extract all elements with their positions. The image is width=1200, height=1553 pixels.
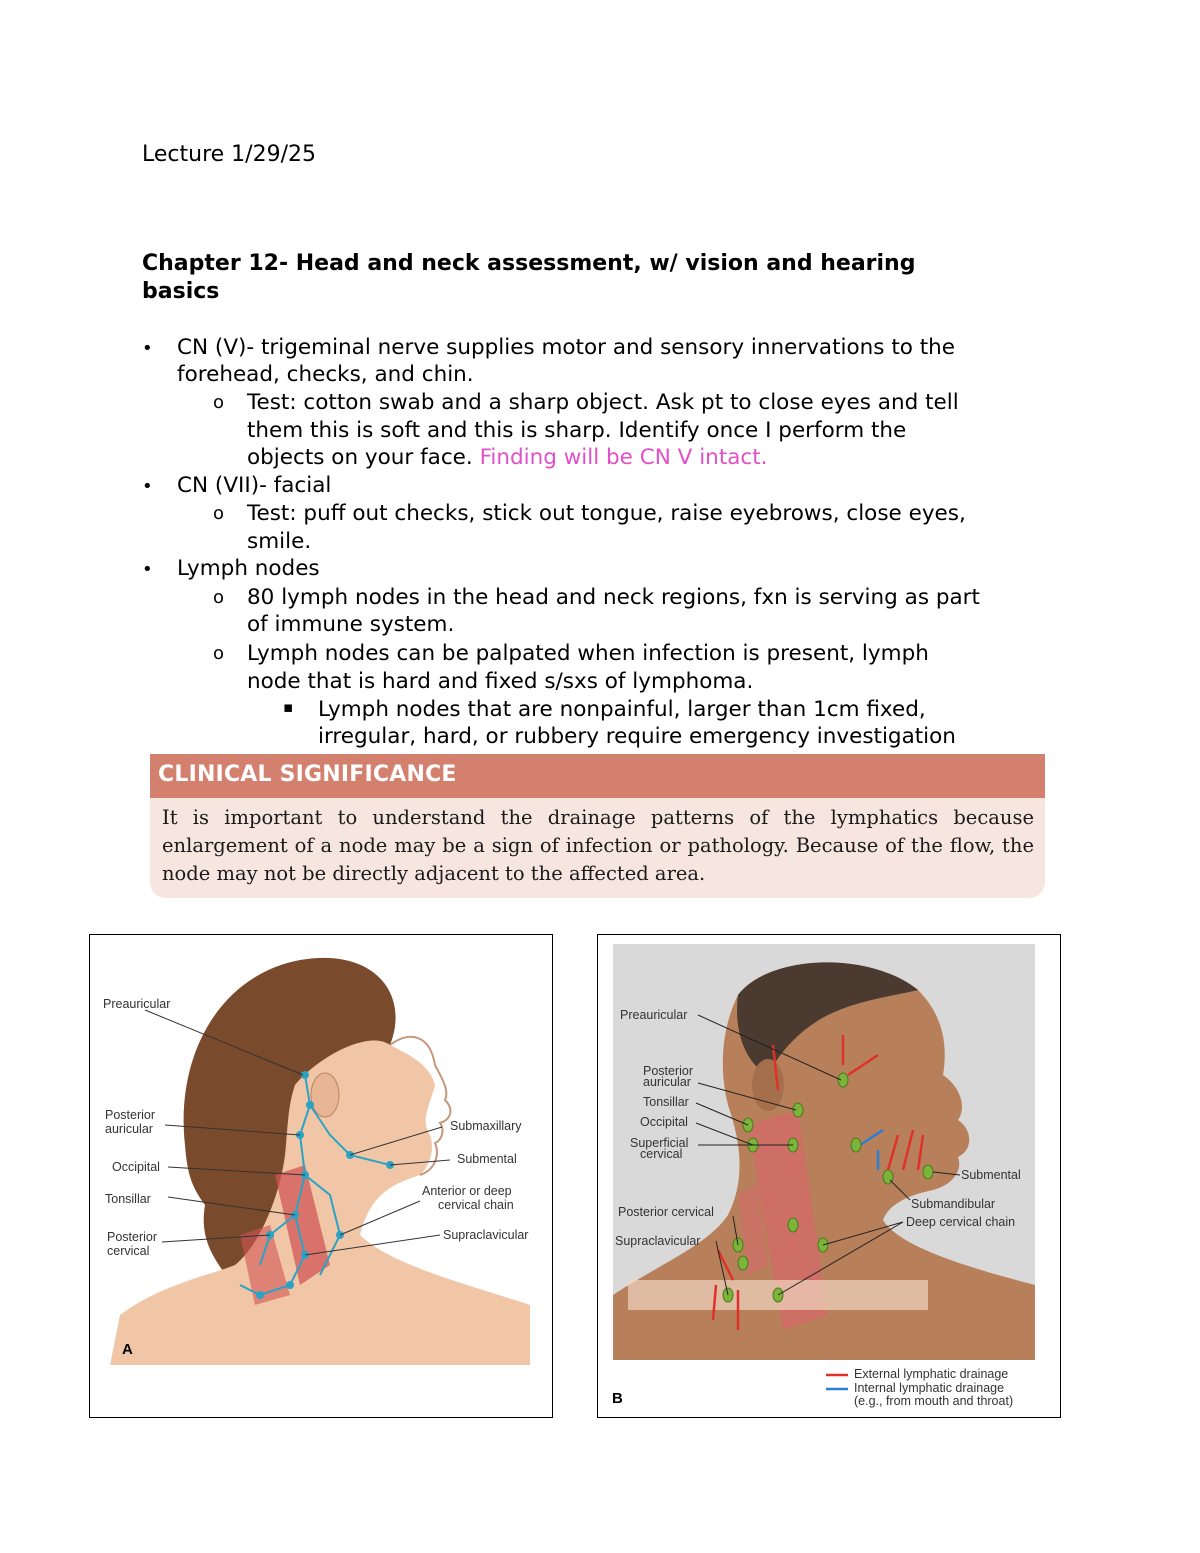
bullet-l3: ▪	[283, 698, 294, 716]
note-lymph-b-line2: node that is hard and fixed s/sxs of lymphoma.	[247, 669, 754, 694]
note-cn7-test-line1: Test: puff out checks, stick out tongue, raise eyebrows, close eyes,	[247, 501, 966, 526]
label-a-anterior-2: cervical chain	[438, 1198, 514, 1212]
figure-b	[597, 934, 1061, 1418]
label-b-superficial-1: Superficial	[630, 1136, 689, 1150]
chapter-title-line2: basics	[142, 279, 220, 304]
label-a-submental: Submental	[457, 1152, 517, 1166]
label-b-supraclavicular: Supraclavicular	[615, 1234, 701, 1248]
figure-a	[89, 934, 553, 1418]
legend-internal-2: (e.g., from mouth and throat)	[854, 1394, 1014, 1408]
label-b-posterior-cervical: Posterior cervical	[618, 1205, 714, 1219]
bullet-l2: o	[213, 587, 225, 608]
label-a-posterior-cervical-2: cervical	[107, 1244, 150, 1258]
label-b-submental: Submental	[961, 1168, 1021, 1182]
note-cn5-line1: CN (V)- trigeminal nerve supplies motor and sensory innervations to the	[177, 335, 956, 360]
bullet-l1: •	[142, 338, 153, 359]
label-b-posterior-auricular	[643, 1066, 693, 1088]
legend-external: External lymphatic drainage	[854, 1367, 1009, 1381]
label-a-occipital: Occipital	[112, 1160, 160, 1174]
note-lymph-a-line1: 80 lymph nodes in the head and neck regions, fxn is serving as part	[247, 585, 980, 610]
note-cn5-test-line3	[247, 444, 768, 472]
label-a-posterior-auricular-2: auricular	[105, 1122, 153, 1136]
note-cn5-test-line3-text: objects on your face.	[247, 445, 473, 470]
label-b-posterior-auricular-2: auricular	[643, 1075, 691, 1089]
bullet-l2: o	[213, 643, 225, 664]
figure-b-letter: B	[612, 1390, 623, 1407]
note-lymph-a-line2: of immune system.	[247, 612, 455, 637]
label-b-tonsillar: Tonsillar	[643, 1095, 689, 1109]
bullet-l2: o	[213, 392, 225, 413]
note-cn7-test-line2: smile.	[247, 529, 312, 554]
label-a-posterior-auricular	[105, 1108, 155, 1136]
clinical-significance-text: It is important to understand the drainage patterns of the lymphatics because enlargement of a node may be a sign of infection or pathology. Because of the flow, the node may not be directly adjacent to the affected area.	[162, 806, 1034, 885]
chapter-title	[142, 250, 1042, 306]
label-b-preauricular: Preauricular	[620, 1008, 688, 1022]
label-b-deep-chain: Deep cervical chain	[906, 1215, 1016, 1229]
label-a-posterior-cervical-1: Posterior	[107, 1230, 158, 1244]
note-cn5-line2: forehead, checks, and chin.	[177, 362, 474, 387]
label-b-superficial	[630, 1138, 688, 1160]
bullet-l1: •	[142, 476, 153, 497]
note-lymph-c-line2: irregular, hard, or rubbery require emergency investigation	[318, 724, 956, 749]
legend-internal-1: Internal lymphatic drainage	[854, 1381, 1005, 1395]
note-lymph-b-line1: Lymph nodes can be palpated when infection is present, lymph	[247, 641, 929, 666]
label-a-submaxillary: Submaxillary	[450, 1119, 522, 1133]
chapter-title-line1: Chapter 12- Head and neck assessment, w/ vision and hearing	[142, 251, 916, 276]
clinical-significance-title: CLINICAL SIGNIFICANCE	[158, 762, 457, 787]
note-cn5-test-line2: them this is soft and this is sharp. Identify once I perform the	[247, 418, 907, 443]
label-a-tonsillar: Tonsillar	[105, 1192, 151, 1206]
label-b-submandibular: Submandibular	[911, 1197, 996, 1211]
clinical-significance-header	[150, 754, 1045, 798]
note-lymph-c-line1: Lymph nodes that are nonpainful, larger than 1cm fixed,	[318, 697, 926, 722]
label-a-preauricular: Preauricular	[103, 997, 171, 1011]
label-b-superficial-2: cervical	[640, 1147, 683, 1161]
label-b-posterior-auricular-1: Posterior	[643, 1064, 694, 1078]
label-b-occipital: Occipital	[640, 1115, 688, 1129]
lecture-date: Lecture 1/29/25	[142, 142, 316, 167]
note-cn7: CN (VII)- facial	[177, 473, 332, 498]
label-a-anterior	[422, 1184, 514, 1212]
note-cn5-test-line1: Test: cotton swab and a sharp object. Ask pt to close eyes and tell	[247, 390, 959, 415]
label-a-anterior-1: Anterior or deep	[422, 1184, 512, 1198]
figure-a-letter: A	[122, 1341, 133, 1358]
legend-internal	[854, 1382, 1013, 1408]
label-a-posterior-auricular-1: Posterior	[105, 1108, 156, 1122]
clinical-significance-body	[150, 798, 1045, 898]
bullet-l1: •	[142, 559, 153, 580]
label-a-supraclavicular: Supraclavicular	[443, 1228, 529, 1242]
note-lymph: Lymph nodes	[177, 556, 320, 581]
label-a-posterior-cervical	[107, 1230, 157, 1258]
bullet-l2: o	[213, 503, 225, 524]
finding-highlight: Finding will be CN V intact.	[479, 445, 768, 470]
